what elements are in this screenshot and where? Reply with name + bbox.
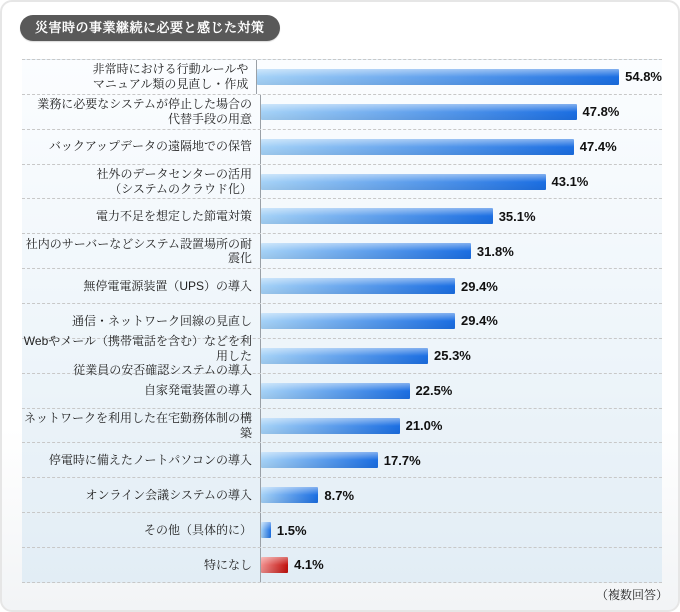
chart-row	[22, 333, 662, 378]
bar	[261, 557, 288, 573]
row-bar-zone	[260, 269, 662, 303]
row-bar-zone	[260, 513, 662, 547]
bar-value-label: 25.3%	[434, 348, 471, 364]
row-label: 通信・ネットワーク回線の見直し	[71, 313, 252, 328]
bar-chart-plot-area	[22, 59, 662, 583]
chart-title-badge	[20, 15, 280, 41]
bar	[261, 174, 546, 190]
chart-row	[22, 234, 662, 269]
chart-row	[22, 165, 662, 200]
bar	[261, 418, 400, 434]
bar-value-label: 1.5%	[276, 522, 307, 538]
bar-value-label: 17.7%	[383, 452, 421, 468]
row-label: 停電時に備えたノートパソコンの導入	[48, 453, 252, 468]
row-bar-zone	[260, 95, 662, 129]
row-bar-zone	[260, 443, 662, 477]
bar-value-label: 35.1%	[498, 208, 536, 224]
bar	[261, 104, 577, 120]
chart-row	[22, 60, 662, 95]
bar	[261, 452, 378, 468]
chart-row	[22, 548, 662, 583]
bar-value-label: 43.1%	[551, 174, 589, 189]
row-label: バックアップデータの遠隔地での保管	[48, 139, 252, 154]
row-label: ネットワークを利用した在宅勤務体制の構築	[23, 410, 252, 440]
row-bar-zone	[260, 478, 662, 512]
bar	[261, 487, 318, 503]
bar-value-label: 4.1%	[294, 557, 324, 573]
row-label: 社内のサーバーなどシステム設置場所の耐震化	[25, 236, 252, 266]
chart-row	[22, 269, 662, 304]
row-label: オンライン会議システムの導入	[85, 487, 252, 502]
bar	[261, 348, 428, 364]
row-label: 自家発電装置の導入	[143, 383, 252, 398]
row-bar-zone	[256, 60, 662, 94]
chart-row	[22, 443, 662, 478]
row-bar-zone	[260, 199, 662, 233]
row-label: 非常時における行動ルールや マニュアル類の見直し・作成	[92, 62, 249, 91]
chart-row	[22, 95, 662, 130]
bar-value-label: 47.4%	[579, 139, 617, 155]
bar-value-label: 21.0%	[405, 418, 443, 434]
row-bar-zone	[260, 234, 662, 268]
row-bar-zone	[260, 374, 662, 408]
row-label: Webやメール（携帯電話を含む）などを利用した 従業員の安否確認システムの導入	[23, 333, 252, 378]
row-bar-zone	[260, 165, 662, 199]
chart-row	[22, 130, 662, 165]
row-label: 社外のデータセンターの活用 （システムのクラウド化）	[96, 166, 252, 196]
bar-value-label: 54.8%	[625, 69, 662, 85]
bar-value-label: 31.8%	[476, 243, 514, 259]
bar	[257, 69, 619, 85]
bar-value-label: 29.4%	[461, 313, 498, 329]
chart-row	[22, 478, 662, 513]
row-label: 業務に必要なシステムが停止した場合の 代替手段の用意	[37, 97, 252, 126]
bar	[261, 243, 471, 259]
bar	[261, 522, 271, 538]
row-bar-zone	[260, 304, 662, 338]
bar-value-label: 8.7%	[324, 487, 355, 503]
bar	[261, 208, 493, 224]
chart-row	[22, 374, 662, 409]
bar	[261, 139, 574, 155]
row-label: 電力不足を想定した節電対策	[95, 209, 252, 224]
row-bar-zone	[260, 339, 662, 373]
multiple-answers-note: （複数回答）	[595, 588, 668, 602]
row-label: 特になし	[203, 557, 252, 572]
chart-rows	[22, 60, 662, 583]
bar-value-label: 47.8%	[582, 104, 620, 120]
row-label: 無停電電源装置（UPS）の導入	[83, 278, 252, 293]
bar	[261, 383, 410, 399]
row-bar-zone	[260, 130, 662, 164]
row-bar-zone	[260, 409, 662, 443]
bar-value-label: 22.5%	[415, 383, 453, 399]
bar-value-label: 29.4%	[461, 278, 498, 294]
chart-row	[22, 199, 662, 234]
chart-row	[22, 513, 662, 548]
bar	[261, 278, 455, 294]
row-label: その他（具体的に）	[143, 522, 252, 537]
chart-row	[22, 409, 662, 444]
row-bar-zone	[260, 548, 662, 582]
chart-title: 災害時の事業継続に必要と感じた対策	[35, 20, 265, 35]
bar	[261, 313, 455, 329]
